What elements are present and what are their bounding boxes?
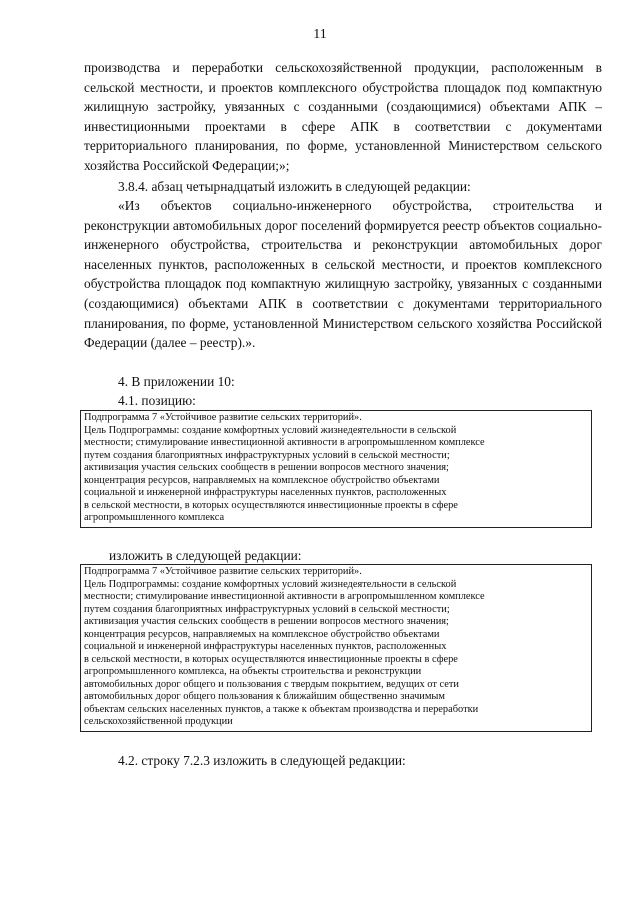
intro-paragraph: производства и переработки сельскохозяйственной продукции, расположенным в сельской местности, и проектов комплексного обустройства площадок под компактную жилищную застройку, увязанных с созданными (создающимися) объектами АПК – инвестиционными проектами в сфере АПК в соответствии с документами территориального планирования, по форме, установленной Министерством сельского хозяйства Российской Федерации;»;	[84, 60, 602, 173]
box-line: агропромышленного комплекса	[84, 512, 225, 523]
box-line: в сельской местности, в которых осуществляются инвестиционные проекты в сфере	[84, 653, 458, 665]
new-position-box	[80, 564, 592, 732]
item-4: 4. В приложении 10:	[118, 374, 235, 389]
quote-paragraph: «Из объектов социально-инженерного обустройства, строительства и реконструкции автомобильных дорог поселений формируется реестр объектов социально-инженерного обустройства, строительства и реконструкции автомобильных дорог населенных пунктов, расположенных в сельской местности, и проектов комплексного обустройства площадок под компактную жилищную застройку, увязанных с созданными (создающимися) объектами АПК в соответствии с документами территориального планирования, по форме, установленной Министерством сельского хозяйства Российской Федерации (далее – реестр).».	[84, 198, 602, 351]
box-line: путем создания благоприятных инфраструктурных условий в сельской местности;	[84, 603, 450, 615]
box-line: активизация участия сельских сообществ в решении вопросов местного значения;	[84, 462, 449, 473]
item-4-1: 4.1. позицию:	[118, 393, 196, 408]
item-4-2: 4.2. строку 7.2.3 изложить в следующей редакции:	[118, 753, 406, 768]
box-line: агропромышленного комплекса, на объекты строительства и реконструкции	[84, 666, 422, 677]
box-line: местности; стимулирование инвестиционной активности в агропромышленном комплексе	[84, 437, 485, 448]
box-line: Цель Подпрограммы: создание комфортных условий жизнедеятельности в сельской	[84, 578, 457, 590]
box-line: концентрация ресурсов, направляемых на комплексное обустройство объектами	[84, 628, 440, 640]
item-3-8-4: 3.8.4. абзац четырнадцатый изложить в следующей редакции:	[118, 179, 471, 194]
box-line: объектам сельских населенных пунктов, а также к объектам производства и переработки	[84, 703, 479, 715]
box-line: в сельской местности, в которых осуществляются инвестиционные проекты в сфере	[84, 499, 458, 511]
box-line: автомобильных дорог общего и пользования с твердым покрытием, ведущих от сети	[84, 678, 459, 690]
old-position-box	[80, 410, 592, 528]
box-line: Подпрограмма 7 «Устойчивое развитие сельских территорий».	[84, 566, 362, 577]
box-line: социальной и инженерной инфраструктуры населенных пунктов, расположенных	[84, 487, 447, 498]
box-line: Цель Подпрограммы: создание комфортных условий жизнедеятельности в сельской	[84, 424, 457, 436]
box-line: местности; стимулирование инвестиционной активности в агропромышленном комплексе	[84, 591, 485, 602]
box-line: автомобильных дорог общего пользования к ближайшим общественно значимым	[84, 691, 445, 702]
replace-label: изложить в следующей редакции:	[109, 548, 302, 563]
box-line: путем создания благоприятных инфраструктурных условий в сельской местности;	[84, 449, 450, 461]
box-line: активизация участия сельских сообществ в решении вопросов местного значения;	[84, 616, 449, 627]
box-line: социальной и инженерной инфраструктуры населенных пунктов, расположенных	[84, 641, 447, 652]
box-line: сельскохозяйственной продукции	[84, 716, 233, 727]
box-line: концентрация ресурсов, направляемых на комплексное обустройство объектами	[84, 474, 440, 486]
page-number: 11	[313, 27, 327, 42]
box-line: Подпрограмма 7 «Устойчивое развитие сельских территорий».	[84, 412, 362, 423]
